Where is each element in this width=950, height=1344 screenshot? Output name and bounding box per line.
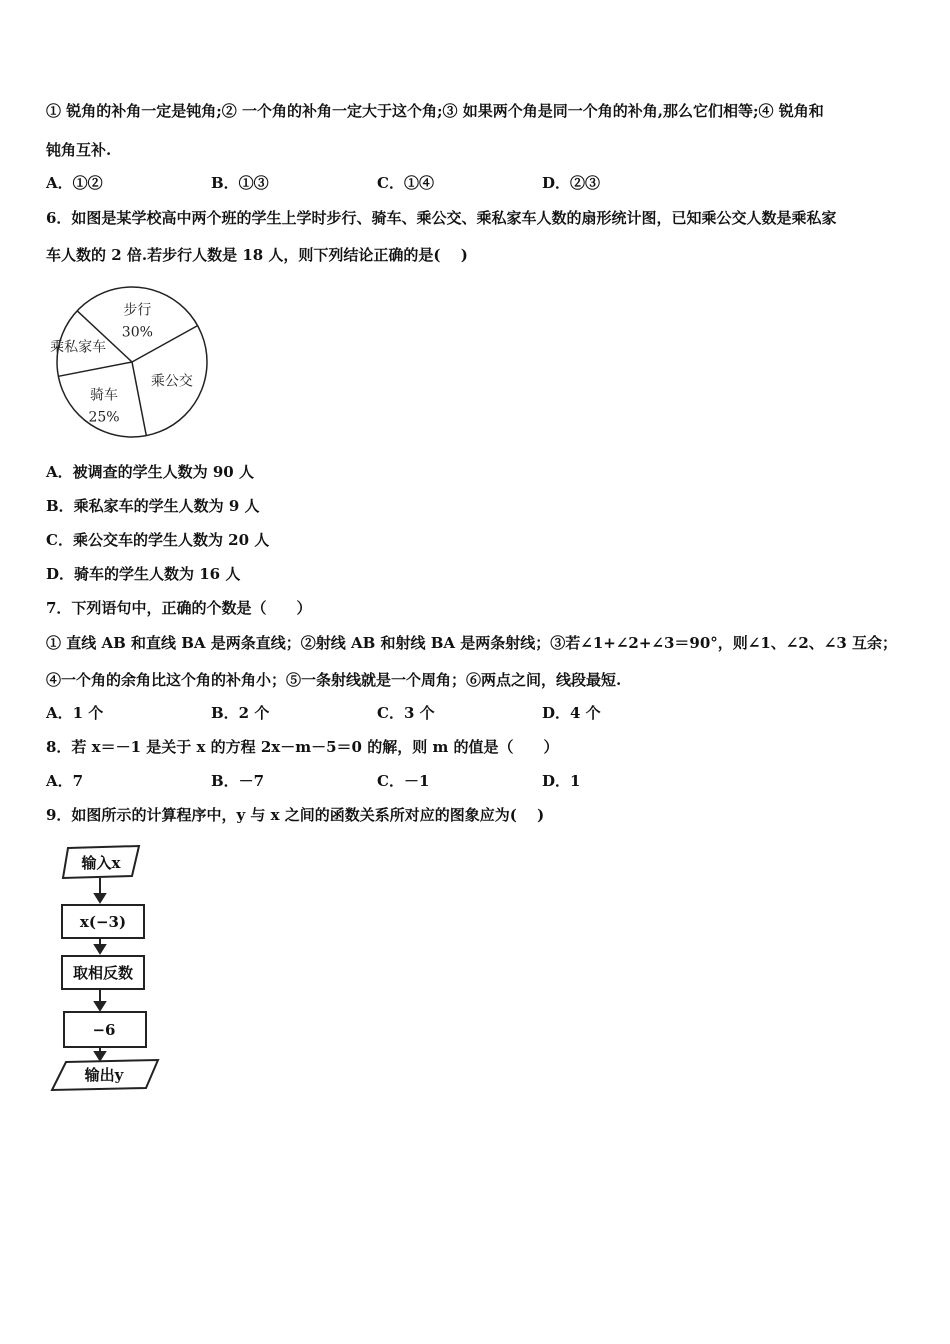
pie-value-label-3: 25% — [88, 409, 120, 426]
q6-option-c[interactable]: C．乘公交车的学生人数为 20 人 — [46, 531, 270, 549]
flow-input-label: 输入x — [81, 854, 121, 872]
q8-option-b[interactable]: B．－7 — [211, 772, 265, 790]
q7-statement-line2: ④一个角的余角比这个角的补角小；⑤一条射线就是一个周角；⑥两点之间，线段最短. — [46, 671, 622, 689]
q7-option-b[interactable]: B．2 个 — [211, 704, 270, 722]
pie-value-label-1: 30% — [121, 324, 153, 341]
q6-stem-line1: 6．如图是某学校高中两个班的学生上学时步行、骑车、乘公交、乘私家车人数的扇形统计图，已知乘公交人数是乘私家 — [46, 209, 837, 227]
pie-chart — [47, 279, 217, 449]
q6-option-a[interactable]: A．被调查的学生人数为 90 人 — [46, 463, 254, 481]
flowchart — [46, 838, 186, 1098]
q8-option-d[interactable]: D．1 — [542, 772, 581, 790]
q8-option-c[interactable]: C．－1 — [377, 772, 430, 790]
pie-label-3: 骑车 — [90, 387, 119, 404]
q7-option-d[interactable]: D．4 个 — [542, 704, 601, 722]
q7-option-c[interactable]: C．3 个 — [377, 704, 435, 722]
q5-option-c[interactable]: C．①④ — [377, 174, 434, 192]
flow-negate-label: 取相反数 — [72, 964, 134, 982]
pie-label-4: 乘私家车 — [50, 339, 107, 356]
q8-stem: 8．若 x＝－1 是关于 x 的方程 2x－m－5＝0 的解，则 m 的值是（ ） — [46, 738, 559, 756]
q7-option-a[interactable]: A．1 个 — [46, 704, 104, 722]
pie-label-1: 步行 — [123, 302, 152, 319]
q8-option-a[interactable]: A．7 — [46, 772, 84, 790]
q6-stem-line2: 车人数的 2 倍.若步行人数是 18 人，则下列结论正确的是( ) — [46, 246, 468, 264]
q7-statement-line1: ① 直线 AB 和直线 BA 是两条直线；②射线 AB 和射线 BA 是两条射线；③若∠1+∠2+∠3＝90°，则∠1、∠2、∠3 互余； — [46, 634, 898, 652]
flow-output-label: 输出y — [84, 1066, 124, 1084]
q5-option-a[interactable]: A．①② — [46, 174, 103, 192]
q5-option-b[interactable]: B．①③ — [211, 174, 269, 192]
q5-option-d[interactable]: D．②③ — [542, 174, 601, 192]
q7-stem: 7．下列语句中，正确的个数是（ ） — [46, 599, 312, 617]
pie-label-2: 乘公交 — [150, 373, 193, 390]
q5-statement-line1: ① 锐角的补角一定是钝角;② 一个角的补角一定大于这个角;③ 如果两个角是同一个角的补角,那么它们相等;④ 锐角和 — [46, 102, 824, 120]
q6-option-d[interactable]: D．骑车的学生人数为 16 人 — [46, 565, 241, 583]
q9-stem: 9．如图所示的计算程序中，y 与 x 之间的函数关系所对应的图象应为( ) — [46, 806, 545, 824]
flow-multiply-label: x(−3) — [79, 913, 127, 931]
q6-option-b[interactable]: B．乘私家车的学生人数为 9 人 — [46, 497, 260, 515]
q5-statement-line2: 钝角互补. — [46, 141, 112, 159]
flow-subtract-label: −6 — [92, 1021, 116, 1039]
